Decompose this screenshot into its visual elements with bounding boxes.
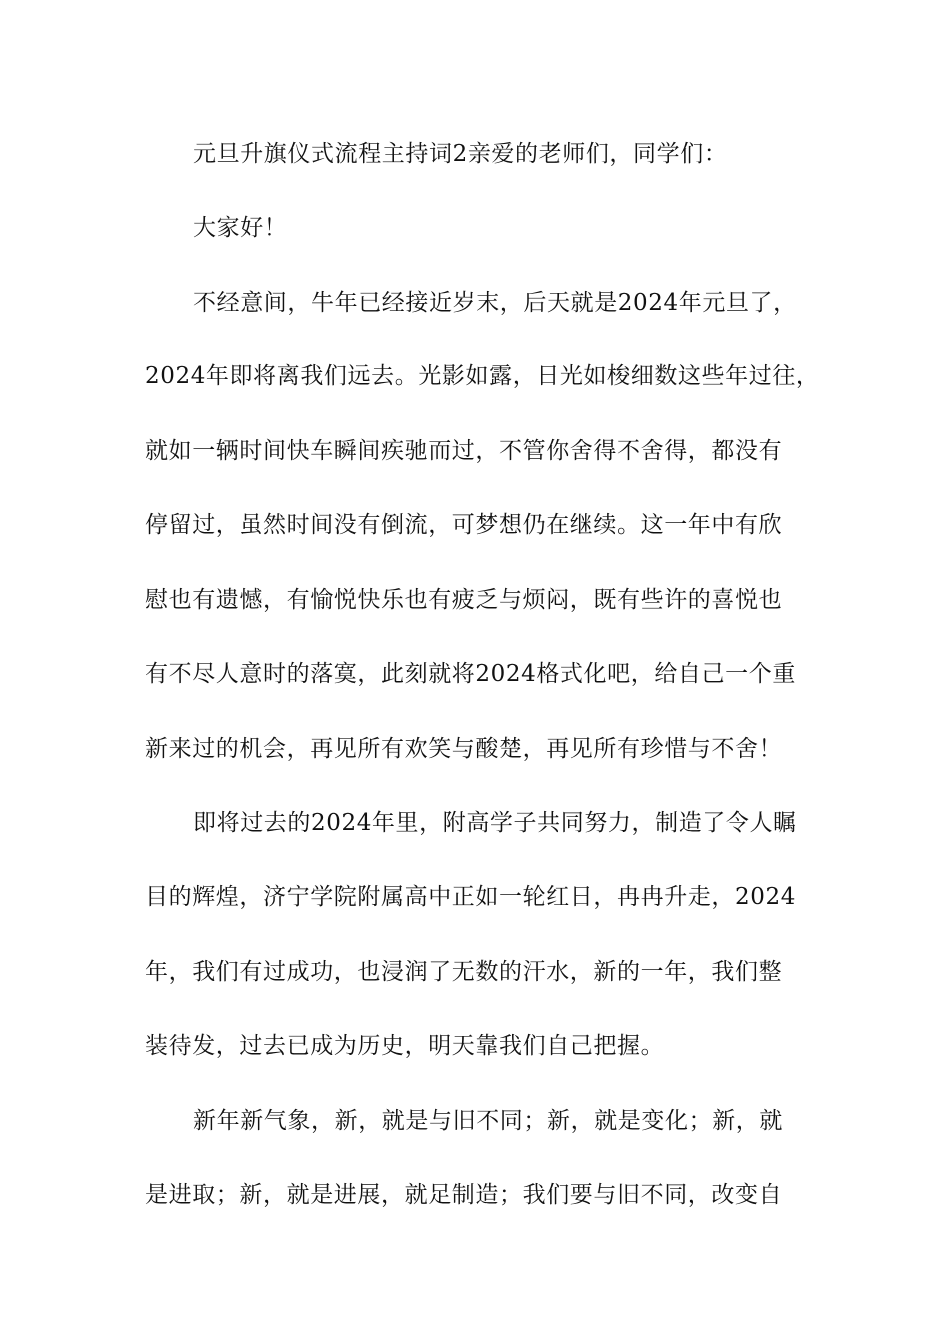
document-line: 有不尽人意时的落寞，此刻就将2024格式化吧，给自己一个重 xyxy=(145,661,796,687)
document-line: 是进取；新，就是进展，就足制造；我们要与旧不同，改变自 xyxy=(145,1182,783,1208)
document-line: 目的辉煌，济宁学院附属高中正如一轮红日，冉冉升走，2024 xyxy=(145,884,796,910)
document-line: 大家好！ xyxy=(193,215,288,241)
document-line: 元旦升旗仪式流程主持词2亲爱的老师们，同学们： xyxy=(193,141,728,167)
document-line: 装待发，过去已成为历史，明天靠我们自己把握。 xyxy=(145,1033,665,1059)
document-line: 就如一辆时间快车瞬间疾驰而过，不管你舍得不舍得，都没有 xyxy=(145,438,783,464)
document-line: 即将过去的2024年里，附高学子共同努力，制造了令人瞩 xyxy=(193,810,797,836)
document-line: 不经意间，牛年已经接近岁末，后天就是2024年元旦了， xyxy=(193,290,797,316)
document-line: 年，我们有过成功，也浸润了无数的汗水，新的一年，我们整 xyxy=(145,959,783,985)
document-line: 停留过，虽然时间没有倒流，可梦想仍在继续。这一年中有欣 xyxy=(145,512,783,538)
document-line: 新年新气象，新，就是与旧不同；新，就是变化；新，就 xyxy=(193,1108,783,1134)
document-line: 慰也有遗憾，有愉悦快乐也有疲乏与烦闷，既有些许的喜悦也 xyxy=(145,587,783,613)
document-line: 新来过的机会，再见所有欢笑与酸楚，再见所有珍惜与不舍！ xyxy=(145,736,783,762)
document-line: 2024年即将离我们远去。光影如露，日光如梭细数这些年过往， xyxy=(145,363,820,389)
